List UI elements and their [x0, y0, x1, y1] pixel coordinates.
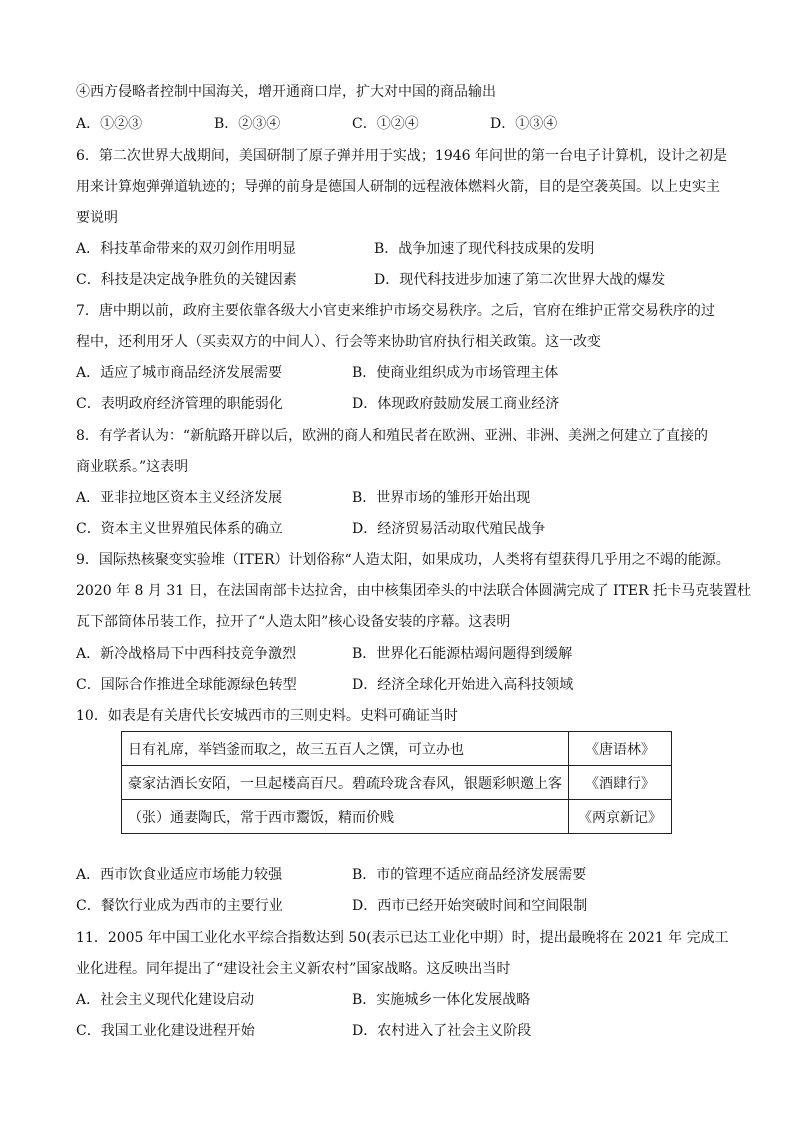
- source-book: 《两京新记》: [569, 800, 672, 834]
- q7-option-c[interactable]: C．表明政府经济管理的职能弱化: [76, 396, 283, 412]
- q7-option-a[interactable]: A．适应了城市商品经济发展需要: [76, 365, 283, 381]
- q8-stem-line: 8．有学者认为：“新航路开辟以后，欧洲的商人和殖民者在欧洲、亚洲、非洲、美洲之何建立了直接的: [76, 428, 709, 444]
- q6-option-d[interactable]: D．现代科技进步加速了第二次世界大战的爆发: [374, 272, 666, 288]
- q11-option-a[interactable]: A．社会主义现代化建设启动: [76, 992, 255, 1008]
- q6-stem-line: 用来计算炮弹弹道轨迹的；导弹的前身是德国人研制的远程液体燃料火箭，目的是空袭英国。以上史实主: [76, 179, 720, 195]
- q8-option-a[interactable]: A．亚非拉地区资本主义经济发展: [76, 490, 283, 506]
- q9-option-c[interactable]: C．国际合作推进全球能源绿色转型: [76, 677, 297, 693]
- source-text: （张）通妻陶氏，常于西市鬻饭，精而价贱: [122, 800, 569, 834]
- q9-option-a[interactable]: A．新冷战格局下中西科技竞争激烈: [76, 646, 297, 662]
- q9-option-d[interactable]: D．经济全球化开始进入高科技领域: [352, 677, 574, 693]
- q9-option-b[interactable]: B．世界化石能源枯竭问题得到缓解: [352, 646, 573, 662]
- q9-stem-line: 2020 年 8 月 31 日，在法国南部卡达拉舍，由中核集团牵头的中法联合体圆满完成了 ITER 托卡马克装置杜: [76, 583, 752, 599]
- table-row: [122, 766, 672, 800]
- q10-option-b[interactable]: B．市的管理不适应商品经济发展需要: [352, 867, 587, 883]
- q9-stem-line: 瓦下部筒体吊装工作，拉开了“人造太阳”核心设备安装的序幕。这表明: [76, 614, 511, 630]
- table-row: [122, 732, 672, 766]
- q10-source-table: [121, 731, 672, 834]
- q7-option-b[interactable]: B．使商业组织成为市场管理主体: [352, 365, 559, 381]
- q11-stem-line: 业化进程。同年提出了“建设社会主义新农村”国家战略。这反映出当时: [76, 961, 511, 977]
- q10-option-a[interactable]: A．西市饮食业适应市场能力较强: [76, 867, 283, 883]
- q5-option-c[interactable]: C．①②④: [352, 116, 419, 132]
- source-text: 日有礼席，举铛釜而取之，故三五百人之馔，可立办也: [122, 732, 569, 766]
- q11-stem-line: 11．2005 年中国工业化水平综合指数达到 50(表示已达工业化中期）时，提出最晚将在 2021 年 完成工: [76, 930, 729, 946]
- q6-option-b[interactable]: B．战争加速了现代科技成果的发明: [374, 241, 595, 257]
- q5-item4: ④西方侵略者控制中国海关，增开通商口岸，扩大对中国的商品输出: [76, 84, 496, 100]
- q7-stem-line: 7．唐中期以前，政府主要依靠各级大小官吏来维护市场交易秩序。之后，官府在维护正常交易秩序的过: [76, 303, 715, 319]
- q9-stem-line: 9．国际热核聚变实验堆（ITER）计划俗称“人造太阳，如果成功，人类将有望获得几乎用之不竭的能源。: [76, 552, 730, 568]
- q7-option-d[interactable]: D．体现政府鼓励发展工商业经济: [352, 396, 560, 412]
- q10-option-c[interactable]: C．餐饮行业成为西市的主要行业: [76, 898, 283, 914]
- q8-option-d[interactable]: D．经济贸易活动取代殖民战争: [352, 521, 546, 537]
- q6-stem-line: 6．第二次世界大战期间，美国研制了原子弹并用于实战；1946 年问世的第一台电子计算机，设计之初是: [76, 148, 727, 164]
- q6-option-a[interactable]: A．科技革命带来的双刃剑作用明显: [76, 241, 297, 257]
- q8-option-b[interactable]: B．世界市场的雏形开始出现: [352, 490, 531, 506]
- table-row: [122, 800, 672, 834]
- q5-option-a[interactable]: A．①②③: [76, 116, 143, 132]
- q5-option-d[interactable]: D．①③④: [490, 116, 558, 132]
- q11-option-d[interactable]: D．农村进入了社会主义阶段: [352, 1023, 532, 1039]
- q6-option-c[interactable]: C．科技是决定战争胜负的关键因素: [76, 272, 297, 288]
- q7-stem-line: 程中，还利用牙人（买卖双方的中间人）、行会等来协助官府执行相关政策。这一改变: [76, 334, 601, 350]
- source-book: 《酒肆行》: [569, 766, 672, 800]
- q8-option-c[interactable]: C．资本主义世界殖民体系的确立: [76, 521, 283, 537]
- q8-stem-line: 商业联系。”这表明: [76, 459, 189, 475]
- source-book: 《唐语林》: [569, 732, 672, 766]
- q10-option-d[interactable]: D．西市已经开始突破时间和空间限制: [352, 898, 588, 914]
- q11-option-b[interactable]: B．实施城乡一体化发展战略: [352, 992, 531, 1008]
- q5-option-b[interactable]: B．②③④: [214, 116, 281, 132]
- q6-stem-line: 要说明: [76, 210, 118, 226]
- source-text: 豪家沽酒长安陌，一旦起楼高百尺。碧疏玲珑含春风，银题彩帜邀上客: [122, 766, 569, 800]
- q11-option-c[interactable]: C．我国工业化建设进程开始: [76, 1023, 255, 1039]
- q10-stem: 10．如表是有关唐代长安城西市的三则史料。史料可确证当时: [76, 708, 458, 724]
